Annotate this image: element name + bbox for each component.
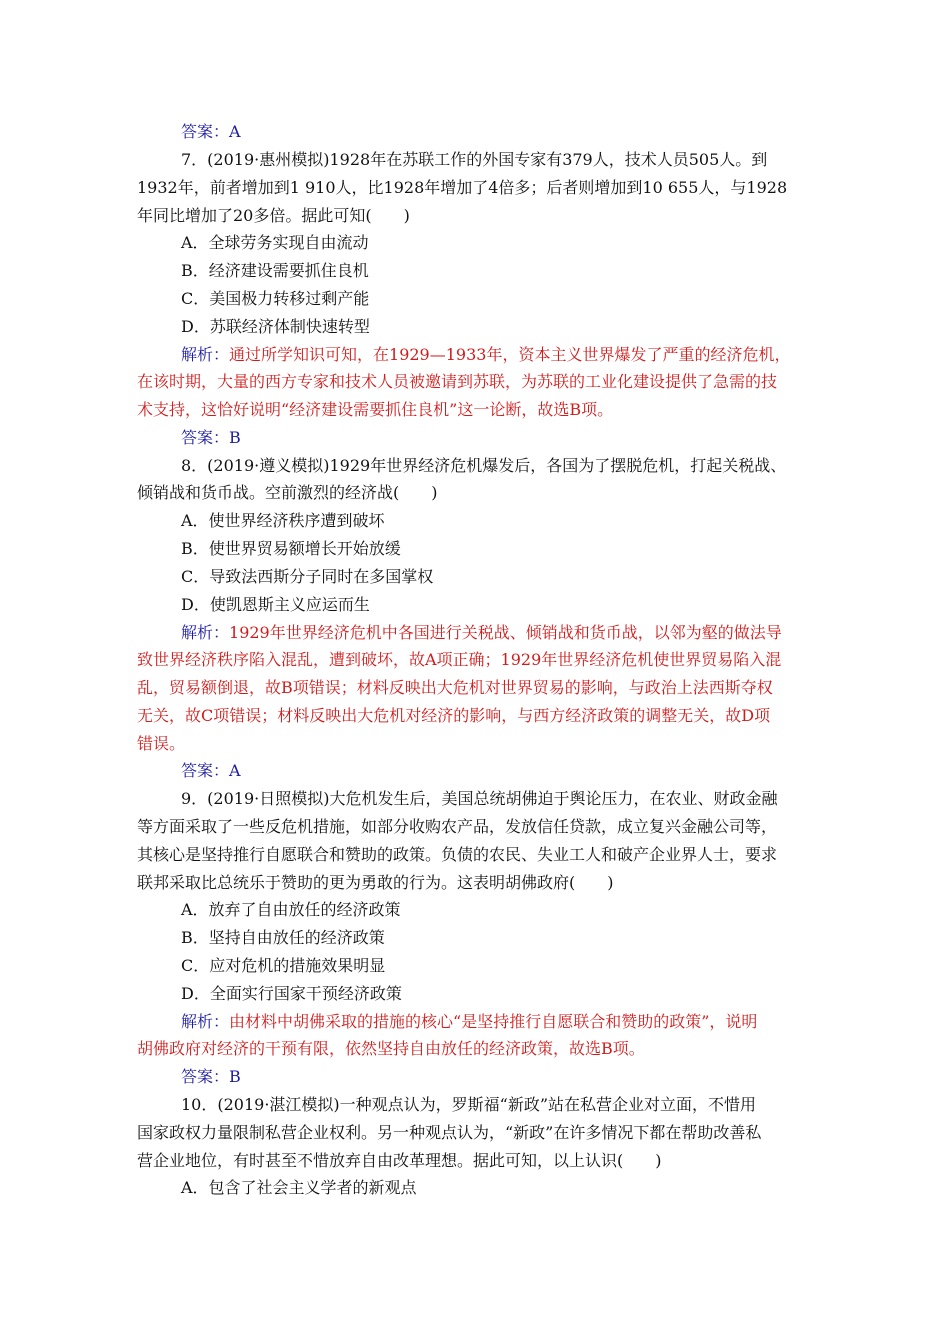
q8-stem-line-1: 8．(2019·遵义模拟)1929年世界经济危机爆发后，各国为了摆脱危机，打起关税战、 — [181, 456, 787, 475]
q8-option-c: C．导致法西斯分子同时在多国掌权 — [181, 567, 434, 586]
q8-analysis-line-3: 乱，贸易额倒退，故B项错误；材料反映出大危机对世界贸易的影响，与政治上法西斯夺权 — [137, 678, 773, 697]
q8-option-a: A．使世界经济秩序遭到破坏 — [181, 511, 385, 530]
q7-analysis-line-2: 在该时期，大量的西方专家和技术人员被邀请到苏联，为苏联的工业化建设提供了急需的技 — [137, 372, 778, 391]
q9-stem-line-4: 联邦采取比总统乐于赞助的更为勇敢的行为。这表明胡佛政府( ) — [137, 873, 614, 892]
answer-q7: 答案：B — [181, 428, 241, 447]
q9-analysis-line-1 — [181, 1010, 757, 1034]
q8-analysis-line-4: 无关，故C项错误；材料反映出大危机对经济的影响，与西方经济政策的调整无关，故D项 — [137, 706, 771, 725]
q9-analysis-text-1: 由材料中胡佛采取的措施的核心“是坚持推行自愿联合和赞助的政策”，说明 — [229, 1012, 758, 1031]
q10-stem-line-2: 国家政权力量限制私营企业权利。另一种观点认为，“新政”在许多情况下都在帮助改善私 — [137, 1123, 762, 1142]
q7-stem-line-1: 7．(2019·惠州模拟)1928年在苏联工作的外国专家有379人，技术人员505人。到 — [181, 150, 768, 169]
q7-option-d: D．苏联经济体制快速转型 — [181, 317, 370, 336]
q7-stem-line-3: 年同比增加了20多倍。据此可知( ) — [137, 206, 410, 225]
q9-stem-line-2: 等方面采取了一些反危机措施，如部分收购农产品，发放信任贷款，成立复兴金融公司等， — [137, 817, 778, 836]
q9-option-b: B．坚持自由放任的经济政策 — [181, 928, 385, 947]
q7-analysis-text-1: 通过所学知识可知，在1929—1933年，资本主义世界爆发了严重的经济危机， — [229, 345, 791, 364]
q10-stem-line-1: 10．(2019·湛江模拟)一种观点认为，罗斯福“新政”站在私营企业对立面，不惜用 — [181, 1095, 757, 1114]
q8-analysis-text-1: 1929年世界经济危机中各国进行关税战、倾销战和货币战，以邻为壑的做法导 — [229, 623, 782, 642]
q9-option-d: D．全面实行国家干预经济政策 — [181, 984, 402, 1003]
answer-q9: 答案：B — [181, 1067, 241, 1086]
q9-stem-line-3: 其核心是坚持推行自愿联合和赞助的政策。负债的农民、失业工人和破产企业界人士，要求 — [137, 845, 778, 864]
q8-stem-line-2: 倾销战和货币战。空前激烈的经济战( ) — [137, 483, 438, 502]
answer-q6: 答案：A — [181, 122, 241, 141]
q9-stem-line-1: 9．(2019·日照模拟)大危机发生后，美国总统胡佛迫于舆论压力，在农业、财政金融 — [181, 789, 778, 808]
q7-analysis-line-1 — [181, 343, 790, 367]
q10-option-a: A．包含了社会主义学者的新观点 — [181, 1178, 417, 1197]
q7-stem-line-2: 1932年，前者增加到1 910人，比1928年增加了4倍多；后者则增加到10 655人，与1928 — [137, 178, 788, 197]
q8-option-d: D．使凯恩斯主义应运而生 — [181, 595, 370, 614]
q7-option-a: A．全球劳务实现自由流动 — [181, 233, 369, 252]
answer-q8: 答案：A — [181, 761, 241, 780]
q7-analysis-label: 解析： — [181, 345, 230, 364]
q9-analysis-line-2: 胡佛政府对经济的干预有限，依然坚持自由放任的经济政策，故选B项。 — [137, 1039, 645, 1058]
q8-option-b: B．使世界贸易额增长开始放缓 — [181, 539, 401, 558]
q8-analysis-line-2: 致世界经济秩序陷入混乱，遭到破坏，故A项正确；1929年世界经济危机使世界贸易陷入混 — [137, 650, 782, 669]
q9-option-c: C．应对危机的措施效果明显 — [181, 956, 386, 975]
q8-analysis-line-5: 错误。 — [137, 734, 186, 753]
q7-analysis-line-3: 术支持，这恰好说明“经济建设需要抓住良机”这一论断，故选B项。 — [137, 400, 614, 419]
q9-analysis-label: 解析： — [181, 1012, 230, 1031]
q8-analysis-line-1 — [181, 621, 782, 645]
q10-stem-line-3: 营企业地位，有时甚至不惜放弃自由改革理想。据此可知，以上认识( ) — [137, 1151, 662, 1170]
q8-analysis-label: 解析： — [181, 623, 230, 642]
q7-option-c: C．美国极力转移过剩产能 — [181, 289, 370, 308]
q9-option-a: A．放弃了自由放任的经济政策 — [181, 900, 401, 919]
q7-option-b: B．经济建设需要抓住良机 — [181, 261, 369, 280]
